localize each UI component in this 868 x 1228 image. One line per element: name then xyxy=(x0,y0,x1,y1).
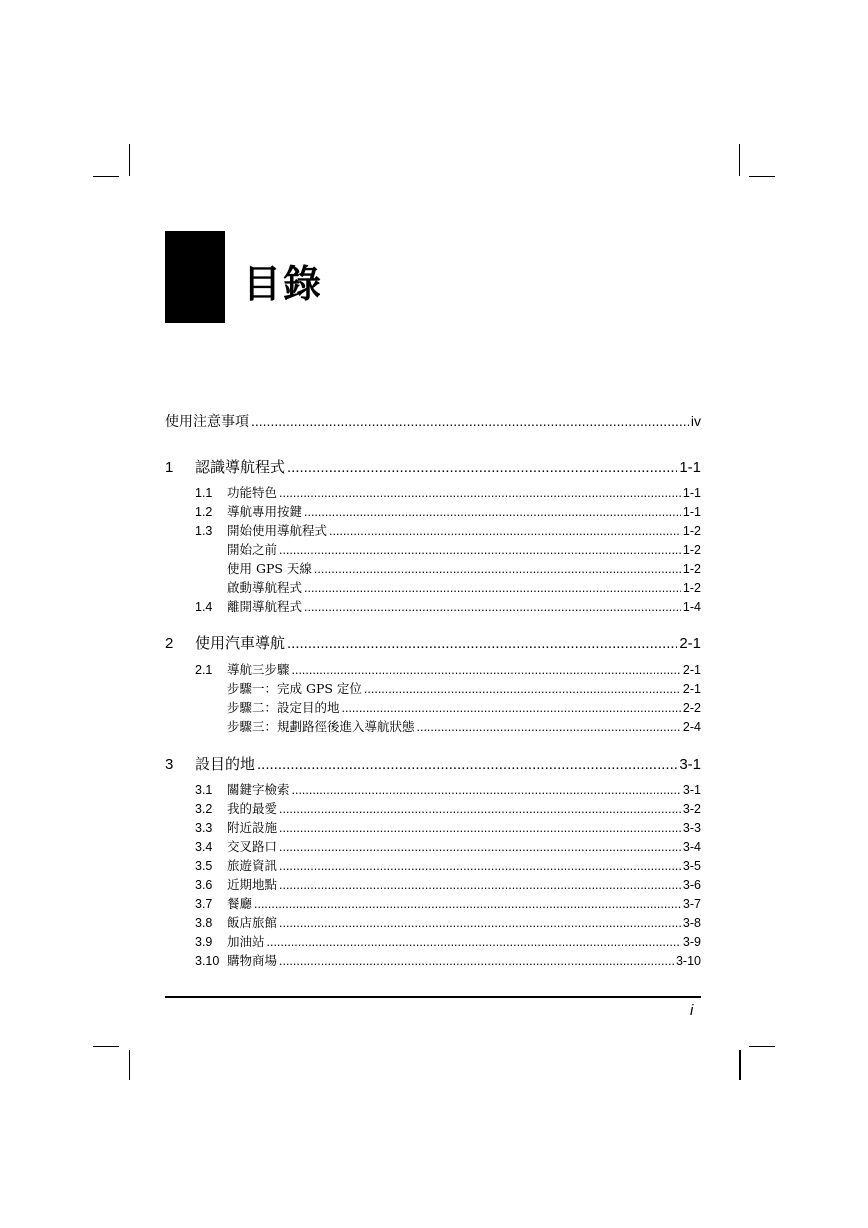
toc-entry-page: 2-1 xyxy=(682,682,701,696)
toc-entry-page: 2-2 xyxy=(682,701,701,715)
toc-leader-dots xyxy=(314,562,681,576)
toc-entry-page: 3-2 xyxy=(682,802,701,816)
toc-entry[interactable] xyxy=(165,698,701,716)
toc-entry-label: 關鍵字檢索 xyxy=(227,782,290,797)
toc-entry-label: 飯店旅館 xyxy=(227,915,278,930)
toc-entry-label: 離開導航程式 xyxy=(227,599,303,614)
toc-leader-dots xyxy=(251,413,689,429)
page-number: i xyxy=(690,1002,694,1019)
toc-leader-dots xyxy=(279,840,681,854)
toc-leader-dots xyxy=(304,505,681,519)
toc-entry-number: 3.1 xyxy=(195,783,213,797)
toc-leader-dots xyxy=(279,859,681,873)
toc-entry-label: 步驟一：完成 GPS 定位 xyxy=(227,681,362,696)
crop-mark-bottom-left-vertical xyxy=(129,1050,130,1080)
toc-entry-number: 2.1 xyxy=(195,663,213,677)
toc-entry-number: 1.4 xyxy=(195,600,213,614)
toc-leader-dots xyxy=(279,954,674,968)
toc-entry-label: 使用汽車導航 xyxy=(195,635,286,652)
toc-entry[interactable] xyxy=(165,913,701,931)
toc-entry-number: 3.9 xyxy=(195,935,213,949)
toc-entry[interactable] xyxy=(165,818,701,836)
toc-entry[interactable] xyxy=(165,540,701,558)
toc-entry[interactable] xyxy=(165,679,701,697)
crop-mark-top-left-vertical xyxy=(129,144,130,176)
toc-entry[interactable] xyxy=(165,780,701,798)
toc-leader-dots xyxy=(279,543,681,557)
toc-entry-number: 3.7 xyxy=(195,897,213,911)
toc-entry-page: iv xyxy=(690,413,701,429)
toc-entry[interactable] xyxy=(165,483,701,501)
toc-entry-label: 加油站 xyxy=(227,934,265,949)
toc-entry-page: 1-2 xyxy=(682,581,701,595)
toc-entry-label: 旅遊資訊 xyxy=(227,858,278,873)
toc-entry-label: 開始之前 xyxy=(227,542,278,557)
crop-mark-bottom-left-horizontal xyxy=(93,1046,119,1047)
toc-leader-dots xyxy=(257,756,677,773)
toc-entry-label: 我的最愛 xyxy=(227,801,278,816)
toc-entry-page: 1-1 xyxy=(682,505,701,519)
toc-entry[interactable] xyxy=(165,456,701,477)
toc-entry-page: 3-5 xyxy=(682,859,701,873)
toc-entry-page: 1-2 xyxy=(682,524,701,538)
toc-entry-number: 1.2 xyxy=(195,505,213,519)
toc-leader-dots xyxy=(364,682,681,696)
toc-entry-page: 3-3 xyxy=(682,821,701,835)
toc-entry-number: 1.1 xyxy=(195,486,213,500)
toc-entry[interactable] xyxy=(165,951,701,969)
toc-entry-label: 使用注意事項 xyxy=(165,413,249,429)
toc-leader-dots xyxy=(287,635,677,652)
toc-entry[interactable] xyxy=(165,632,701,653)
toc-entry[interactable] xyxy=(165,717,701,735)
toc-entry-page: 1-1 xyxy=(679,459,701,476)
toc-entry-label: 開始使用導航程式 xyxy=(227,523,328,538)
crop-mark-bottom-right-horizontal xyxy=(749,1046,775,1047)
toc-entry-label: 使用 GPS 天線 xyxy=(227,561,312,576)
toc-entry-page: 1-1 xyxy=(682,486,701,500)
toc-leader-dots xyxy=(329,524,681,538)
toc-leader-dots xyxy=(279,821,681,835)
toc-leader-dots xyxy=(279,486,681,500)
page-title: 目錄 xyxy=(243,264,324,306)
toc-entry-label: 購物商場 xyxy=(227,953,278,968)
toc-entry-page: 3-1 xyxy=(679,756,701,773)
toc-entry-number: 3.3 xyxy=(195,821,213,835)
toc-entry-label: 導航三步驟 xyxy=(227,662,290,677)
toc-entry[interactable] xyxy=(165,894,701,912)
toc-leader-dots xyxy=(279,802,681,816)
crop-mark-bottom-right-vertical xyxy=(739,1050,741,1080)
toc-leader-dots xyxy=(267,935,681,949)
toc-entry-number: 3.8 xyxy=(195,916,213,930)
toc-entry-label: 近期地點 xyxy=(227,877,278,892)
toc-leader-dots xyxy=(287,459,677,476)
toc-entry-label: 交叉路口 xyxy=(227,839,278,854)
crop-mark-top-right-vertical xyxy=(739,144,740,176)
toc-entry-number: 3.2 xyxy=(195,802,213,816)
toc-entry[interactable] xyxy=(165,502,701,520)
toc-entry[interactable] xyxy=(165,521,701,539)
toc-entry-page: 2-1 xyxy=(679,635,701,652)
toc-entry[interactable] xyxy=(165,837,701,855)
toc-entry[interactable] xyxy=(165,578,701,596)
toc-entry-label: 步驟三：規劃路徑後進入導航狀態 xyxy=(227,719,415,734)
chapter-black-block xyxy=(165,231,225,323)
toc-entry-number: 3.4 xyxy=(195,840,213,854)
toc-leader-dots xyxy=(279,916,681,930)
toc-entry-page: 1-2 xyxy=(682,543,701,557)
toc-entry-label: 認識導航程式 xyxy=(195,459,286,476)
toc-leader-dots xyxy=(304,581,681,595)
toc-entry[interactable] xyxy=(165,660,701,678)
toc-leader-dots xyxy=(304,600,681,614)
toc-entry-number: 1 xyxy=(165,459,174,476)
toc-entry-number: 1.3 xyxy=(195,524,213,538)
crop-mark-top-left-horizontal xyxy=(93,176,119,177)
toc-entry-label: 啟動導航程式 xyxy=(227,580,303,595)
toc-entry[interactable] xyxy=(165,856,701,874)
toc-entry-number: 2 xyxy=(165,635,174,652)
toc-entry-label: 餐廳 xyxy=(227,896,253,911)
toc-entry-number: 3.10 xyxy=(195,954,220,968)
crop-mark-top-right-horizontal xyxy=(749,176,775,177)
toc-entry[interactable] xyxy=(165,753,701,774)
toc-leader-dots xyxy=(292,783,681,797)
toc-leader-dots xyxy=(292,663,681,677)
toc-entry-label: 功能特色 xyxy=(227,485,278,500)
footer-rule xyxy=(165,996,701,998)
toc-entry-page: 3-8 xyxy=(682,916,701,930)
toc-entry-label: 步驟二：設定目的地 xyxy=(227,700,340,715)
toc-entry-label: 導航專用按鍵 xyxy=(227,504,303,519)
toc-entry[interactable] xyxy=(165,411,701,431)
toc-entry-page: 2-4 xyxy=(682,720,701,734)
toc-entry[interactable] xyxy=(165,597,701,615)
toc-entry-page: 3-1 xyxy=(682,783,701,797)
toc-entry-number: 3.5 xyxy=(195,859,213,873)
toc-leader-dots xyxy=(342,701,681,715)
toc-entry[interactable] xyxy=(165,932,701,950)
toc-entry-page: 3-4 xyxy=(682,840,701,854)
toc-entry-page: 1-4 xyxy=(682,600,701,614)
toc-entry-page: 1-2 xyxy=(682,562,701,576)
toc-entry-label: 附近設施 xyxy=(227,820,278,835)
toc-entry-number: 3 xyxy=(165,756,174,773)
toc-entry-number: 3.6 xyxy=(195,878,213,892)
toc-entry-page: 3-7 xyxy=(682,897,701,911)
toc-entry-page: 3-10 xyxy=(675,954,701,968)
toc-entry-page: 3-9 xyxy=(682,935,701,949)
toc-leader-dots xyxy=(254,897,681,911)
toc-leader-dots xyxy=(417,720,681,734)
toc-entry-label: 設目的地 xyxy=(195,756,256,773)
toc-entry-page: 3-6 xyxy=(682,878,701,892)
toc-entry[interactable] xyxy=(165,799,701,817)
toc-entry-page: 2-1 xyxy=(682,663,701,677)
toc-entry[interactable] xyxy=(165,559,701,577)
toc-entry[interactable] xyxy=(165,875,701,893)
toc-leader-dots xyxy=(279,878,681,892)
